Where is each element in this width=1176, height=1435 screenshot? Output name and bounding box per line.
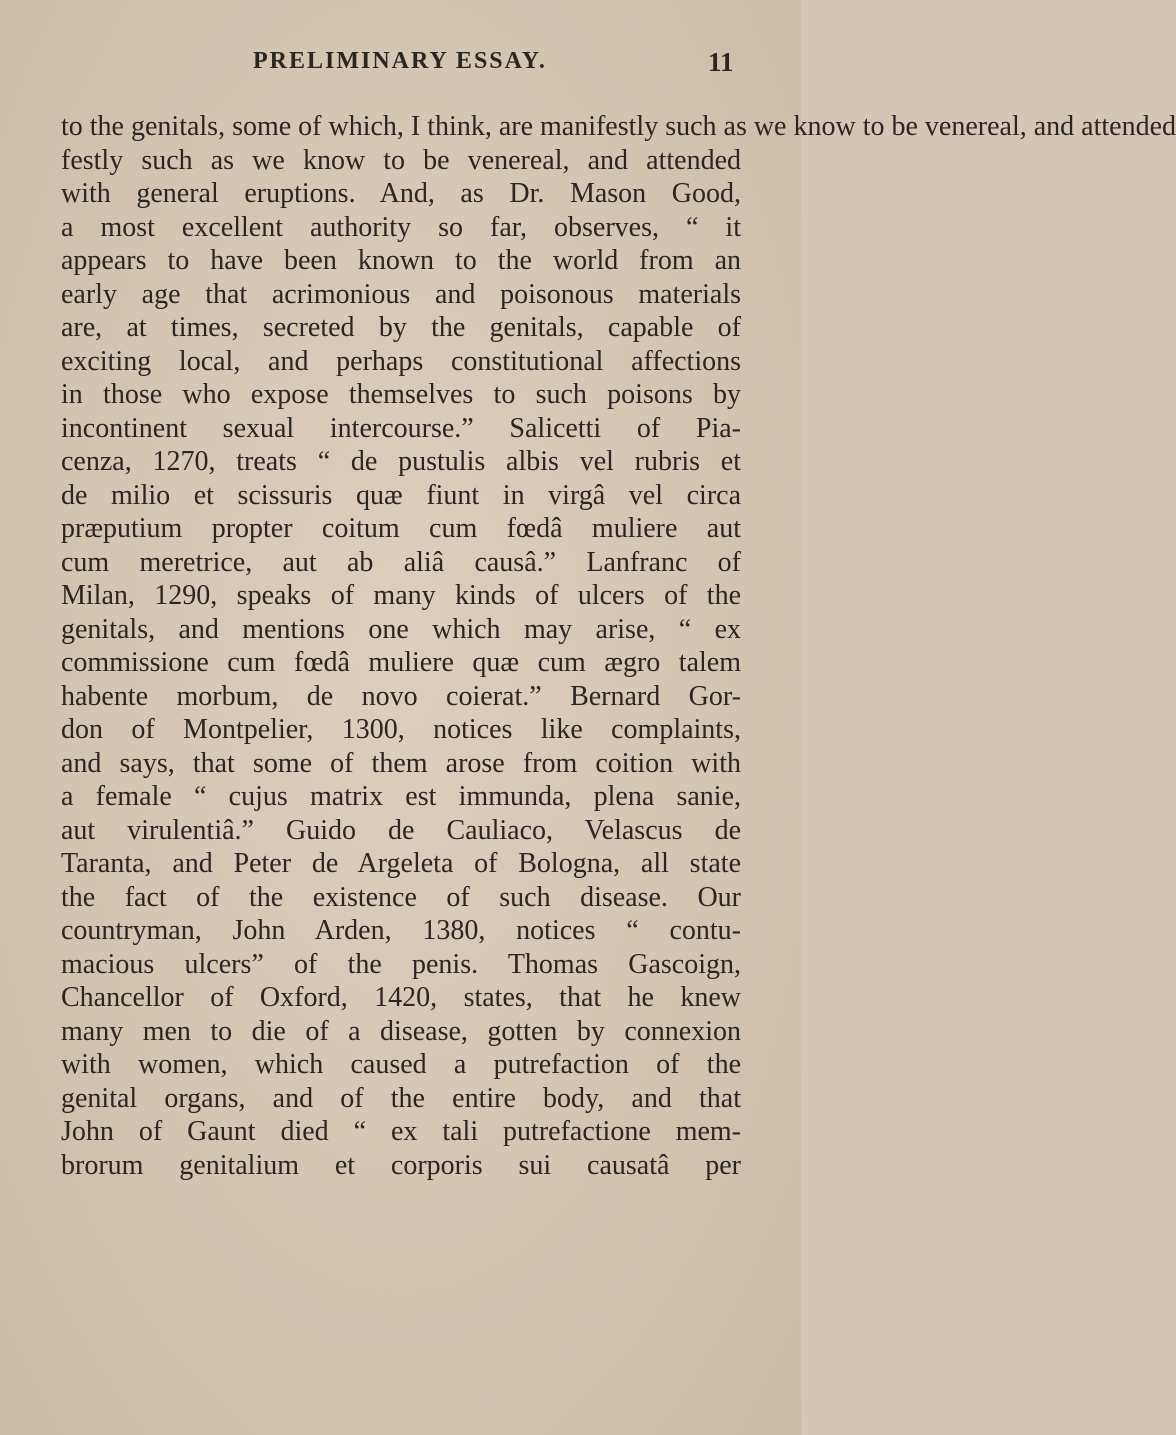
text-line: cenza, 1270, treats “ de pustulis albis vel rubris et — [61, 446, 741, 477]
text-line: macious ulcers” of the penis. Thomas Gascoign, — [61, 948, 741, 980]
text-line: exciting local, and perhaps constitutional affections — [61, 345, 741, 377]
body-text — [61, 110, 1176, 1182]
text-line: countryman, John Arden, 1380, notices “ contu- — [61, 915, 741, 946]
text-line: genital organs, and of the entire body, and that — [61, 1082, 741, 1114]
text-line: a most excellent authority so far, observes, “ it — [61, 211, 741, 243]
text-line: to the genitals, some of which, I think, are manifestly such as we know to be venereal, and attended — [61, 111, 1176, 142]
text-line: festly such as we know to be venereal, and attended — [61, 144, 741, 176]
text-line: brorum genitalium et corporis sui causatâ per — [61, 1149, 741, 1181]
text-line: a female “ cujus matrix est immunda, plena sanie, — [61, 781, 741, 812]
text-line: are, at times, secreted by the genitals, capable of — [61, 312, 741, 343]
text-line: cum meretrice, aut ab aliâ causâ.” Lanfranc of — [61, 546, 741, 578]
text-line: with women, which caused a putrefaction of the — [61, 1049, 741, 1080]
text-line: habente morbum, de novo coierat.” Bernard Gor- — [61, 680, 741, 712]
running-title: PRELIMINARY ESSAY. — [253, 48, 547, 74]
text-line: early age that acrimonious and poisonous materials — [61, 278, 741, 310]
text-line: John of Gaunt died “ ex tali putrefactione mem- — [61, 1116, 741, 1147]
text-line: genitals, and mentions one which may arise, “ ex — [61, 613, 741, 645]
text-line: aut virulentiâ.” Guido de Cauliaco, Velascus de — [61, 814, 741, 846]
text-line: præputium propter coitum cum fœdâ muliere aut — [61, 513, 741, 544]
text-line: the fact of the existence of such disease. Our — [61, 881, 741, 913]
text-line: commissione cum fœdâ muliere quæ cum ægro talem — [61, 647, 741, 678]
text-line: Chancellor of Oxford, 1420, states, that he knew — [61, 982, 741, 1013]
text-line: de milio et scissuris quæ fiunt in virgâ vel circa — [61, 479, 741, 511]
text-line: Taranta, and Peter de Argeleta of Bologna, all state — [61, 848, 741, 879]
page-number: 11 — [708, 47, 734, 77]
running-head — [0, 48, 801, 88]
text-line: and says, that some of them arose from coition with — [61, 747, 741, 779]
text-line: in those who expose themselves to such poisons by — [61, 379, 741, 410]
text-line: with general eruptions. And, as Dr. Mason Good, — [61, 178, 741, 209]
text-line: incontinent sexual intercourse.” Salicetti of Pia- — [61, 412, 741, 444]
text-line: appears to have been known to the world from an — [61, 245, 741, 276]
text-line: Milan, 1290, speaks of many kinds of ulcers of the — [61, 580, 741, 611]
text-line: don of Montpelier, 1300, notices like complaints, — [61, 714, 741, 745]
text-line: many men to die of a disease, gotten by connexion — [61, 1015, 741, 1047]
